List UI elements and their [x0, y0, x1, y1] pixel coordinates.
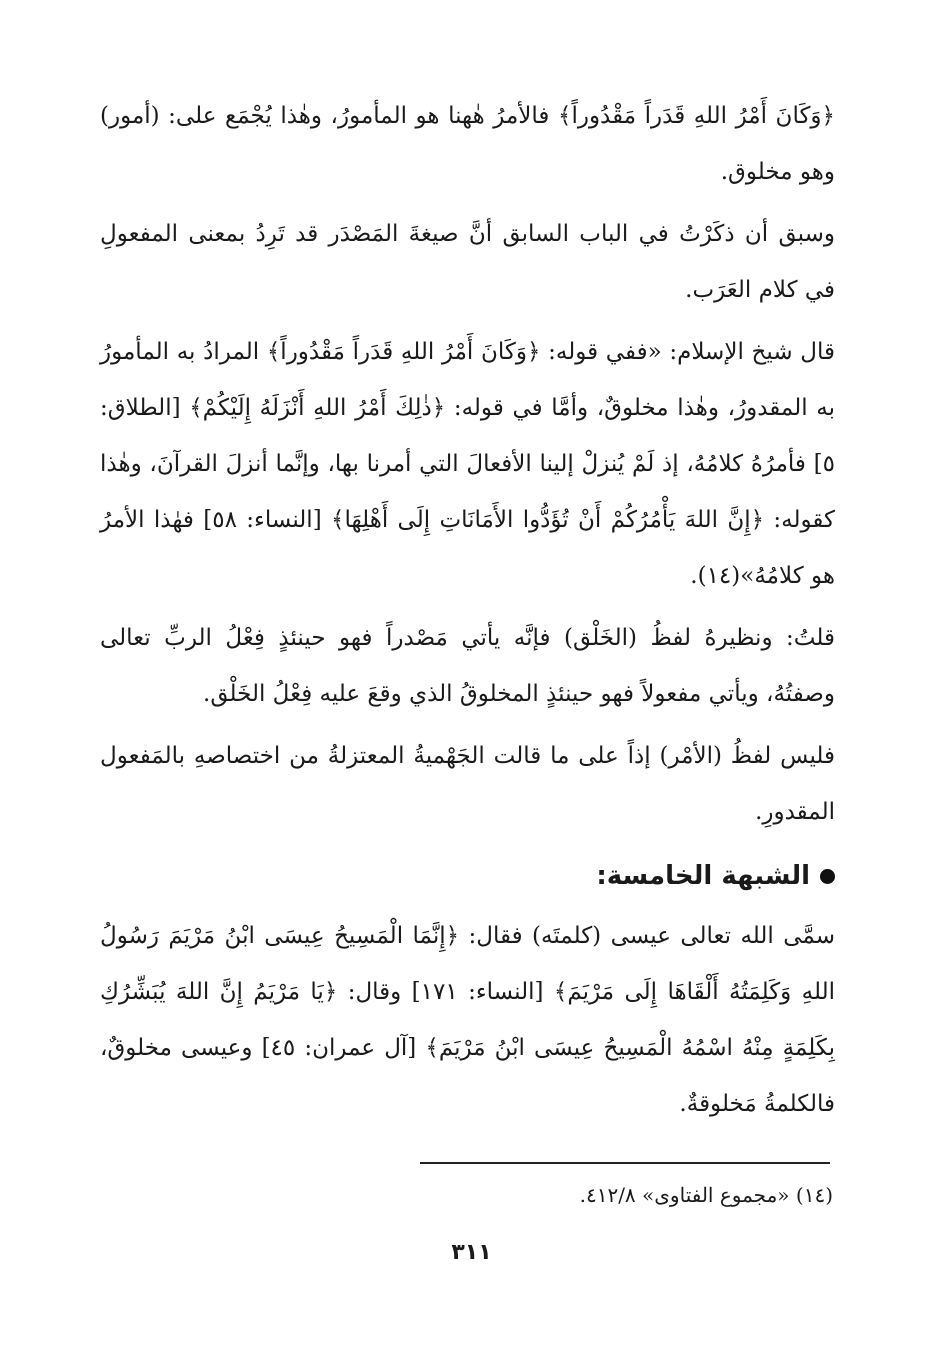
bullet-icon — [820, 869, 835, 884]
paragraph-2: وسبق أن ذكَرْتُ في الباب السابق أنَّ صيغةَ المَصْدَر قد تَرِدُ بمعنى المفعولِ في كلام العَرَب. — [100, 221, 835, 303]
footnote: (١٤) «مجموع الفتاوى» ٤١٢/٨. — [579, 1183, 833, 1207]
paragraph-6: سمَّى الله تعالى عيسى (كلمتَه) فقال: ﴿إِنَّمَا الْمَسِيحُ عِيسَى ابْنُ مَرْيَمَ رَسُولُ اللهِ وَكَلِمَتُهُ أَلْقَاهَا إِلَى مَرْيَمَ﴾ [النساء: ١٧١] وقال: ﴿يَا مَرْيَمُ إِنَّ اللهَ يُبَشِّرُكِ بِكَلِمَةٍ مِنْهُ اسْمُهُ الْمَسِيحُ عِيسَى ابْنُ مَرْيَمَ﴾ [آل عمران: ٤٥] وعيسى مخلوقٌ، فالكلمةُ مَخلوقةٌ. — [100, 923, 835, 1117]
section-heading — [100, 846, 835, 906]
page-body — [100, 88, 835, 1138]
paragraph-4: قلتُ: ونظيرهُ لفظُ (الخَلْق) فإنَّه يأتي مَصْدراً فهو حينئذٍ فِعْلُ الربِّ تعالى وصفتُهُ، ويأتي مفعولاً فهو حينئذٍ المخلوقُ الذي وقعَ عليه فِعْلُ الخَلْق. — [100, 625, 835, 707]
paragraph-1: ﴿وَكَانَ أَمْرُ اللهِ قَدَراً مَقْدُوراً﴾ فالأمرُ هٰهنا هو المأمورُ، وهٰذا يُجْمَع على: (أمور) وهو مخلوق. — [100, 103, 835, 185]
page-number: ٣١١ — [451, 1240, 492, 1265]
paragraph-3: قال شيخ الإسلام: «ففي قوله: ﴿وَكَانَ أَمْرُ اللهِ قَدَراً مَقْدُوراً﴾ المرادُ به المأمورُ به المقدورُ، وهٰذا مخلوقٌ، وأمَّا في قوله: ﴿ذٰلِكَ أَمْرُ اللهِ أَنْزَلَهُ إِلَيْكُمْ﴾ [الطلاق: ٥] فأمرُهُ كلامُهُ، إذ لَمْ يُنزلْ إلينا الأفعالَ التي أمرنا بها، وإنَّما أنزلَ القرآنَ، وهٰذا كقوله: ﴿إِنَّ اللهَ يَأْمُرُكُمْ أَنْ تُؤَدُّوا الأَمَانَاتِ إِلَى أَهْلِهَا﴾ [النساء: ٥٨] فهٰذا الأمرُ هو كلامُهُ»(١٤). — [100, 339, 835, 589]
section-heading-text: الشبهة الخامسة: — [596, 861, 810, 891]
paragraph-5: فليس لفظُ (الأمْر) إذاً على ما قالت الجَهْميةُ المعتزلةُ من اختصاصهِ بالمَفعول المقدورِ. — [100, 743, 835, 825]
footnote-divider — [420, 1162, 830, 1164]
